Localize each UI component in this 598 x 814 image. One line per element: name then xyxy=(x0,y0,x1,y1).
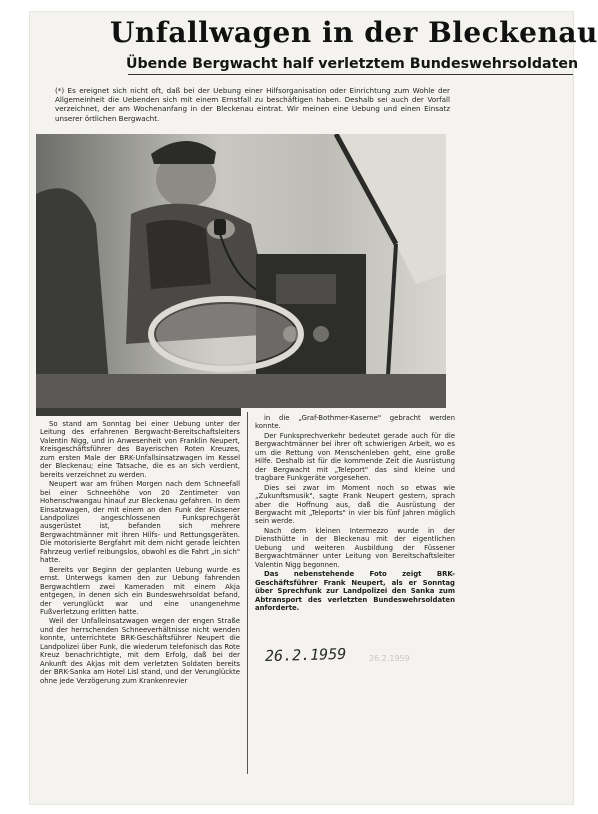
subheadline-underline xyxy=(128,74,573,75)
article-photo xyxy=(36,134,446,408)
column-divider xyxy=(247,412,248,774)
paragraph: Neupert war am frühen Morgen nach dem Schneefall bei einer Schneehöhe von 20 Zentimeter von Hohenschwangau hinauf zur Bleckenau gefahren. In dem Einsatzwagen, der mit einem an den Funk der Füssener Landpolizei angeschlossenen Funksprechgerät ausgerüstet ist, befanden sich mehrere Bergwachtmänner mit ihren Hilfs- und Rettungsgeräten. Die motorisierte Bergfahrt mit dem nicht gerade leichten Fahrzeug verlief reibungslos, obwohl es die Fahrt „in sich" hatte. xyxy=(40,480,240,565)
paragraph: in die „Graf-Bothmer-Kaserne" gebracht werden konnte. xyxy=(255,414,455,431)
faint-date-stamp: 26.2.1959 xyxy=(369,654,410,663)
article-column-1 xyxy=(40,420,240,686)
paragraph: Bereits vor Beginn der geplanten Uebung wurde es ernst. Unterwegs kamen den zur Uebung fahrenden Bergwachtlern zwei Kameraden mit einem Akja entgegen, in denen sich ein Bundeswehrsoldat befand, der verunglückt war und eine unangenehme Fußverletzung erlitten hatte. xyxy=(40,565,240,616)
photo-man-with-radio-microphone-icon xyxy=(36,134,446,408)
article-intro: (*) Es ereignet sich nicht oft, daß bei der Uebung einer Hilfsorganisation oder Einrichtung zum Wohle der Allgemeinheit die Uebenden sich mit einem Ernstfall zu beschäftigen haben. Deshalb sei auch der Vorfall verzeichnet, der am Wochenanfang in der Bleckenau eintrat. Wir meinen eine Uebung und einen Einsatz unserer örtlichen Bergwacht. xyxy=(55,86,450,123)
paragraph: Der Funksprechverkehr bedeutet gerade auch für die Bergwachtmänner bei ihrer oft schwierigen Arbeit, wo es um die Rettung von Menschenleben geht, eine große Hilfe. Deshalb ist für die kommende Zeit die Ausrüstung der Bergwacht mit „Teleport" das sind kleine und tragbare Funkgeräte vorgesehen. xyxy=(255,431,455,483)
paragraph: Weil der Unfalleinsatzwagen wegen der engen Straße und der herrschenden Schneeverhältnisse nicht wenden konnte, unterrichtete BRK-Geschäftsführer Neupert die Landpolizei über Funk, die wiederum telefonisch das Rote Kreuz benachrichtigte, mit dem Erfolg, daß bei der Ankunft des Akjas mit dem verletzten Soldaten bereits der BRK-Sanka am Hotel Lisl stand, und der Verunglückte ohne jede Verzögerung zum Krankenrevier xyxy=(40,617,240,685)
photo-caption-strip xyxy=(36,408,241,416)
article-column-2 xyxy=(255,414,455,613)
article-headline: Unfallwagen in der Bleckenau xyxy=(110,16,598,49)
paragraph: Nach dem kleinen Intermezzo wurde in der Diensthütte in der Bleckenau mit der eigentlichen Uebung und weiteren Ausbildung der Füssener Bergwachtmänner unter Leitung von Bereitschaftsleiter Valentin Nigg begonnen. xyxy=(255,526,455,569)
article-subheadline: Übende Bergwacht half verletztem Bundeswehrsoldaten xyxy=(126,56,579,72)
paragraph: Dies sei zwar im Moment noch so etwas wie „Zukunftsmusik", sagte Frank Neupert gestern, sprach aber die Hoffnung aus, daß die Ausrüstung der Bergwacht mit „Teleports" in vier bis fünf Jahren möglich sein werde. xyxy=(255,483,455,526)
handwritten-date: 26.2.1959 xyxy=(264,644,347,666)
paragraph: So stand am Sonntag bei einer Uebung unter der Leitung des erfahrenen Bergwacht-Bereitschaftsleiters Valentin Nigg, und in Anwesenheit von Franklin Neupert, Kreisgeschäftsführer des Bayerischen Roten Kreuzes, zum ersten Male der BRK-Unfallsinsatzwagen im Kessel der Bleckenau; eine Tatsache, die es an sich verdient, bereits verzeichnet zu werden. xyxy=(40,420,240,479)
photo-note: Das nebenstehende Foto zeigt BRK-Geschäftsführer Frank Neupert, als er Sonntag über Sprechfunk zur Landpolizei den Sanka zum Abtransport des verletzten Bundeswehrsoldaten anforderte. xyxy=(255,570,455,612)
